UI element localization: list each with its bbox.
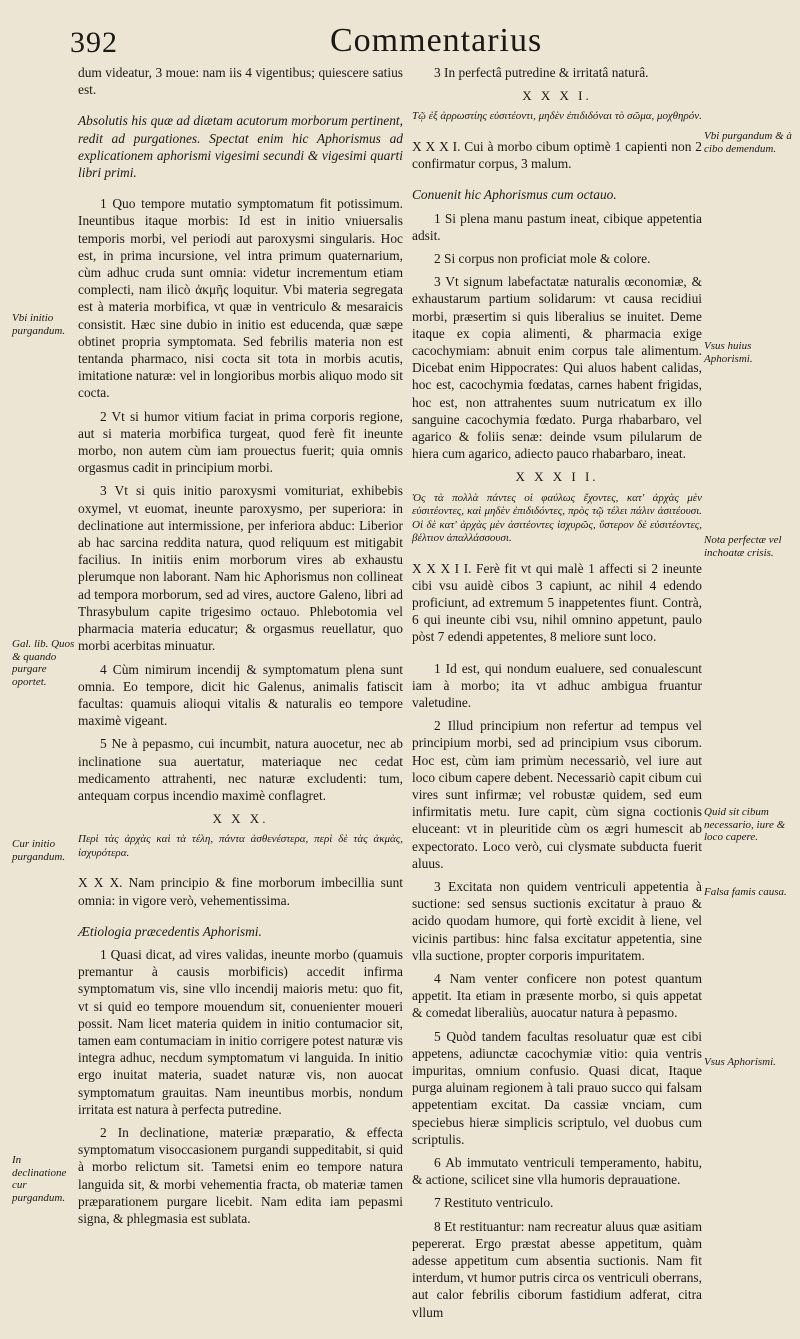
commentary-3: 3 Vt si quis initio paroxysmi vomituriat, exhibebis oxymel, vt euomat, ineunte paroxysmo, per superiora: in declinatione aut intermissione, per inferiora abduc: Liberior ab hac sarcina reddita natura, quod reliquum est mitigabit facilius. In initiis enim morborum vires ab exhaustu plerumque non laborant. Nam hic Aphorismus non collineat ad tempora morborum, sed ad vires, auctore Galeno, libri ad Thrasybulum capite trigesimo octauo. Phlebotomia vel pharmacia materia educatur; & orgasmus reuellatur, quo morbi acerbitas minuatur.	[78, 483, 403, 654]
margin-note-right-1: Vbi purgandum & à cibo demendum.	[704, 130, 792, 155]
section-subtitle: Conuenit hic Aphorismus cum octauo.	[412, 187, 617, 203]
left-column	[78, 64, 403, 1233]
right-column	[412, 64, 702, 1327]
aphorism-xxxii: X X X I I. Ferè fit vt qui malè 1 affecti si 2 ineunte cibi vsu auidè cibos 3 capiunt, ac nihil 4 edendo proficiunt, ad extremum 5 inappetentes fiunt. Contrà, 6 qui ineunte cibi vsu, nihil omnino appetunt, paulo pòst 7 edendi appetentes, 8 meliore sunt loco.	[412, 560, 702, 645]
commentary-s8: 8 Et restituantur: nam recreatur aluus quæ asitiam pepererat. Ergo præstat abesse appetitum, quàm adesse appetitum cum absentia suctionis. Nam fit interdum, vt humor putris circa os ventriculi oberrans, aut calor febrilis ciborum fastidium adferat, citra vllum	[412, 1218, 702, 1320]
commentary-s7: 7 Restituto ventriculo.	[434, 1195, 554, 1211]
commentary-a1: 1 Quasi dicat, ad vires validas, ineunte morbo (quamuis premantur à causis morbificis) accedit infirma symptomatum vis, sine vllo incendij maioris metu: quo fit, vt si quid eo tempore mouendum sit, conuenienter moueri possit. Nam licet materia quidem in initio contumacior sit, tamen eam contumaciam in initio corrigere potest naturæ vis integra adhuc, necdum symptomatum vi languida. In initio ergo inuitat materia, suadet naturæ vis, non auocat symptomatum grauitas. Nam ineuntibus morbis, nondum irritata est natura à perfecta putredine.	[78, 946, 403, 1117]
aphorism-xxxi: X X X I. Cui à morbo cibum optimè 1 capienti non 2 confirmatur corpus, 3 malum.	[412, 138, 702, 172]
commentary-1: 1 Quo tempore mutatio symptomatum fit potissimum. Ineuntibus itaque morbis: Id est in initio vniuersalis temporis morbi, vel periodi aut paroxysmi singularis. Hoc est, in prima incursione, vel intra primum quaternarium, cùm adhuc cruda sunt omnia: videtur incrementum etiam complecti, nam ilicò ἀκμῆς loquitur. Vbi materia segregata est à materia morbifica, vt quæ in ventriculo & mesaraicis consistit. Hæc sine dubio in initio est educenda, quæ sæpe obtinet propria symptomata. Sed febrilis materia non est tentanda pharmaco, nisi cocta sit tota in morbis acutis, imitatione naturæ: vel in longioribus morbis aliquo modo sit cocta.	[78, 196, 403, 401]
commentary-r3: 3 Vt signum labefactatæ naturalis œconomiæ, & exhaustarum partium solidarum: vt causa recidiui morbi, præsertim si quis liberalius se inuitet. Deme itaque ex copia alimenti, & pharmacia exige cacochymiam: abnuit enim corpus tale alimentum. Dicebat enim Hippocrates: Qui aluos habent calidas, hoc est, cacochymia fœdatas, carnes habent frigidas, hoc est, non attrahentes suum nutricatum ex illo sanguine cacochymia fœdato. Purga rhabarbaro, vel agarico & foliis senæ: deinde vsum pilularum de hiera cum agarico, adiecto pauco rhabarbaro, ineat.	[412, 274, 702, 462]
commentary-4: 4 Cùm nimirum incendij & symptomatum plena sunt omnia. Eo tempore, dicit hic Galenus, animalis fatiscit facultas: quamuis alioqui vitalis & naturalis eo tempore maximè vigeant.	[78, 661, 403, 729]
aphorism-heading-xxxi: X X X I.	[522, 88, 592, 104]
page-header	[0, 22, 800, 62]
margin-note-right-5: Falsa famis causa.	[704, 886, 787, 898]
commentary-s1: 1 Id est, qui nondum eualuere, sed conualescunt iam à morbo; ita vt adhuc ambigua fruantur valetudine.	[412, 660, 702, 710]
paragraph: 3 In perfectâ putredine & irritatâ naturâ.	[434, 65, 649, 80]
margin-note-right-4: Quid sit cibum necessario, iure & loco capere.	[704, 806, 786, 843]
commentary-5: 5 Ne à pepasmo, cui incumbit, natura auocetur, nec ab inclinatione sua auertatur, materiaque nec cedat medicamento attrahenti, nec naturæ excludenti: tum, antequam corpus incendio maximè conflagret.	[78, 736, 403, 803]
margin-note-left-1: Vbi initio purgandum.	[12, 312, 66, 337]
commentary-r1: 1 Si plena manu pastum ineat, cibique appetentia adsit.	[412, 210, 702, 243]
commentary-2: 2 Vt si humor vitium faciat in prima corporis regione, aut si materia morbifica turgeat, quod ferè fit ineunte morbo, non autem cùm iam prouectus fuerit; quia omnis orgasmus cadit in principium morbi.	[78, 408, 403, 476]
commentary-s3: 3 Excitata non quidem ventriculi appetentia à suctione: sed sensus suctionis excitatur à prauo & acido quodam humore, qui fortè excidit à liene, vel vicinis partibus: hinc falsa excitatur appetentia, sine vlla suctione, propter corporis impuritatem.	[412, 879, 702, 963]
greek-text-xxxi: Τῷ ἐξ ἀρρωστίης εὐσιτέοντι, μηδὲν ἐπιδιδόναι τὸ σῶμα, μοχθηρόν.	[412, 110, 702, 123]
running-title: Commentarius	[330, 22, 543, 59]
paragraph: dum videatur, 3 moue: nam iis 4 vigentibus; quiescere satius est.	[78, 65, 403, 98]
aphorism-heading-xxx: X X X.	[212, 811, 269, 827]
commentary-s2: 2 Illud principium non refertur ad tempus vel principium morbi, sed ad principium vsus ciborum. Hoc est, cùm iam primùm necessariò, vel iure aut loco cibum capere debent. Necessariò capit cibum cui vires sunt infirmæ; vel robustæ quidem, sed eum infirmitatis metu. Iure capit, cùm signa coctionis eluceant: vt in pleuritide cùm os ægri humescit ab expectorato. Loco verò, cui clysmate subducta fuerit aluus.	[412, 718, 702, 871]
commentary-s5: 5 Quòd tandem facultas resoluatur quæ est cibi appetens, adiunctæ cacochymiæ vitio: quia ventris impuritas, omnium confusio. Quasi dicat, Itaque purga aluinam regionem à tali prauo succo qui falsam appetentiam excitat. Da cassiæ vnciam, cum speciebus hieræ simplicis scriptulo, vel duobus cum scriptulis.	[412, 1028, 702, 1147]
greek-text-xxx: Περὶ τὰς ἀρχὰς καὶ τὰ τέλη, πάντα ἀσθενέστερα, περὶ δὲ τὰς ἀκμὰς, ἰσχυρότερα.	[78, 833, 403, 859]
margin-note-left-3: Cur initio purgandum.	[12, 838, 66, 863]
commentary-r2: 2 Si corpus non proficiat mole & colore.	[434, 250, 651, 266]
commentary-s6: 6 Ab immutato ventriculi temperamento, habitu, & actione, scilicet sine vlla humoris deprauatione.	[412, 1155, 702, 1188]
margin-note-right-3: Nota perfectæ vel inchoatæ crisis.	[704, 534, 782, 559]
margin-note-left-4: In declinatione cur purgandum.	[12, 1154, 67, 1204]
margin-note-left-2: Gal. lib. Quos & quando purgare oportet.	[12, 638, 75, 688]
margin-note-right-2: Vsus huius Aphorismi.	[704, 340, 753, 365]
aphorism-heading-xxxii: X X X I I.	[515, 469, 599, 485]
section-subtitle: Ætiologia præcedentis Aphorismi.	[78, 923, 262, 939]
section-intro: Absolutis his quæ ad diætam acutorum morborum pertinent, redit ad purgationes. Spectat enim hic Aphorismus ad explicationem aphorismi vigesimi secundi & vigesimi quarti libri primi.	[78, 113, 403, 181]
margin-note-right-6: Vsus Aphorismi.	[704, 1056, 776, 1068]
greek-text-xxxii: Ὁς τὰ πολλὰ πάντες οἱ φαύλως ἔχοντες, κατ' ἀρχὰς μὲν εὐσιτέοντες, καὶ μηδὲν ἐπιδιδόντες, πρὸς τῷ τέλει πάλιν ἀσιτέουσι. Οἱ δὲ κατ' ἀρχὰς μὲν ἀσιτέοντες ἰσχυρῶς, ὕστερον δὲ εὐσιτέοντες, βέλτιον ἀπαλλάσσουσι.	[412, 491, 702, 545]
commentary-s4: 4 Nam venter conficere non potest quantum appetit. Ita etiam in præsente morbo, si quis appetat & comedat liberaliùs, auocatur natura à pepasmo.	[412, 971, 702, 1021]
aphorism-xxx: X X X. Nam principio & fine morborum imbecillia sunt omnia: in vigore verò, vehementissima.	[78, 875, 403, 908]
commentary-a2: 2 In declinatione, materiæ præparatio, & effecta symptomatum visoccasionem purgandi suppeditabit, si quid à morbo relictum sit. Tametsi enim eo tempore natura languida sit, & morbi vehementia fracta, ob materiæ tamen præparationem purgare licebit. Nam edita iam pepasmi signa, & phlegmasia est sublata.	[78, 1124, 403, 1226]
page-number: 392	[70, 26, 118, 59]
